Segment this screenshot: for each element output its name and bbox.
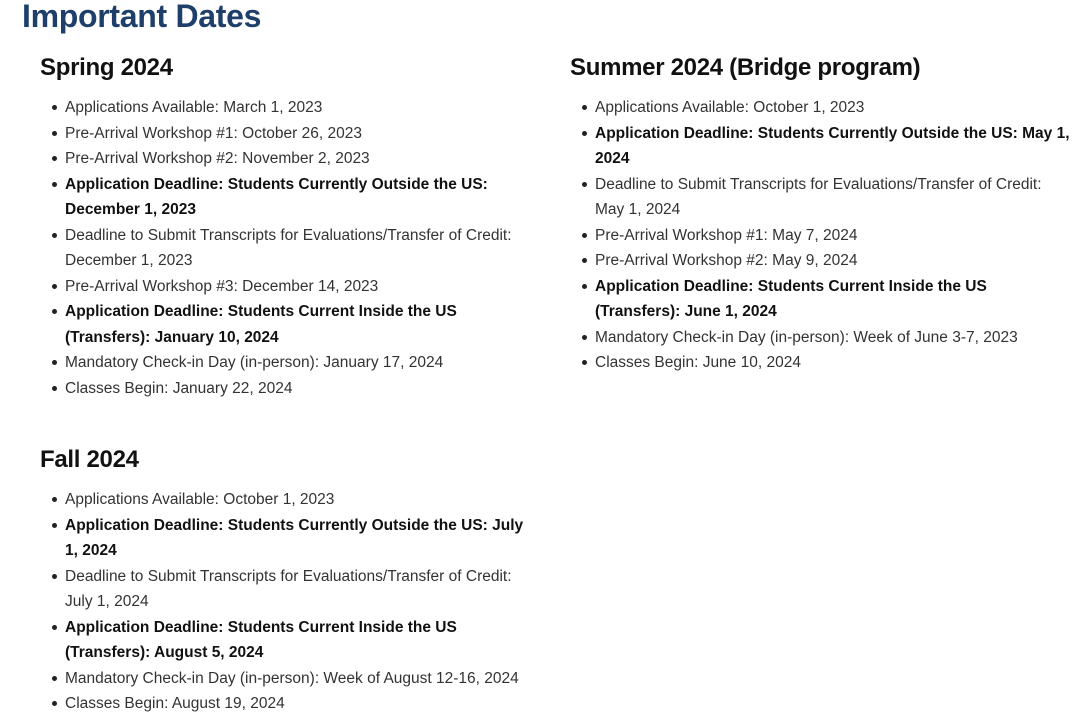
list-item: Application Deadline: Students Current Inside the US (Transfers): January 10, 2024 — [65, 299, 530, 350]
section-heading: Fall 2024 — [40, 446, 139, 473]
page-title: Important Dates — [22, 0, 262, 34]
list-item: Application Deadline: Students Currently Outside the US: July 1, 2024 — [65, 513, 540, 564]
list-item: Pre-Arrival Workshop #1: May 7, 2024 — [595, 223, 1070, 249]
list-item: Classes Begin: June 10, 2024 — [595, 350, 1070, 376]
dates-list — [570, 95, 1070, 376]
list-item: Pre-Arrival Workshop #2: November 2, 2023 — [65, 146, 530, 172]
list-item: Pre-Arrival Workshop #1: October 26, 2023 — [65, 121, 530, 147]
list-item: Applications Available: October 1, 2023 — [595, 95, 1070, 121]
list-item: Applications Available: March 1, 2023 — [65, 95, 530, 121]
list-item: Application Deadline: Students Current Inside the US (Transfers): August 5, 2024 — [65, 615, 540, 666]
list-item: Classes Begin: August 19, 2024 — [65, 691, 540, 717]
dates-list — [40, 487, 540, 717]
section-heading: Spring 2024 — [40, 54, 173, 81]
list-item: Application Deadline: Students Currently Outside the US: May 1, 2024 — [595, 121, 1070, 172]
list-item: Pre-Arrival Workshop #3: December 14, 2023 — [65, 274, 530, 300]
list-item: Classes Begin: January 22, 2024 — [65, 376, 530, 402]
section-fall-2024 — [40, 445, 540, 717]
section-heading: Summer 2024 (Bridge program) — [570, 54, 921, 81]
list-item: Application Deadline: Students Currently Outside the US: December 1, 2023 — [65, 172, 530, 223]
list-item: Deadline to Submit Transcripts for Evaluations/Transfer of Credit: December 1, 2023 — [65, 223, 530, 274]
list-item: Applications Available: October 1, 2023 — [65, 487, 540, 513]
section-spring-2024 — [40, 53, 530, 401]
list-item: Application Deadline: Students Current Inside the US (Transfers): June 1, 2024 — [595, 274, 1070, 325]
list-item: Mandatory Check-in Day (in-person): January 17, 2024 — [65, 350, 530, 376]
section-summer-2024 — [570, 53, 1070, 376]
list-item: Mandatory Check-in Day (in-person): Week of June 3-7, 2023 — [595, 325, 1070, 351]
list-item: Mandatory Check-in Day (in-person): Week of August 12-16, 2024 — [65, 666, 540, 692]
dates-list — [40, 95, 530, 401]
list-item: Deadline to Submit Transcripts for Evaluations/Transfer of Credit: May 1, 2024 — [595, 172, 1070, 223]
list-item: Pre-Arrival Workshop #2: May 9, 2024 — [595, 248, 1070, 274]
list-item: Deadline to Submit Transcripts for Evaluations/Transfer of Credit: July 1, 2024 — [65, 564, 540, 615]
